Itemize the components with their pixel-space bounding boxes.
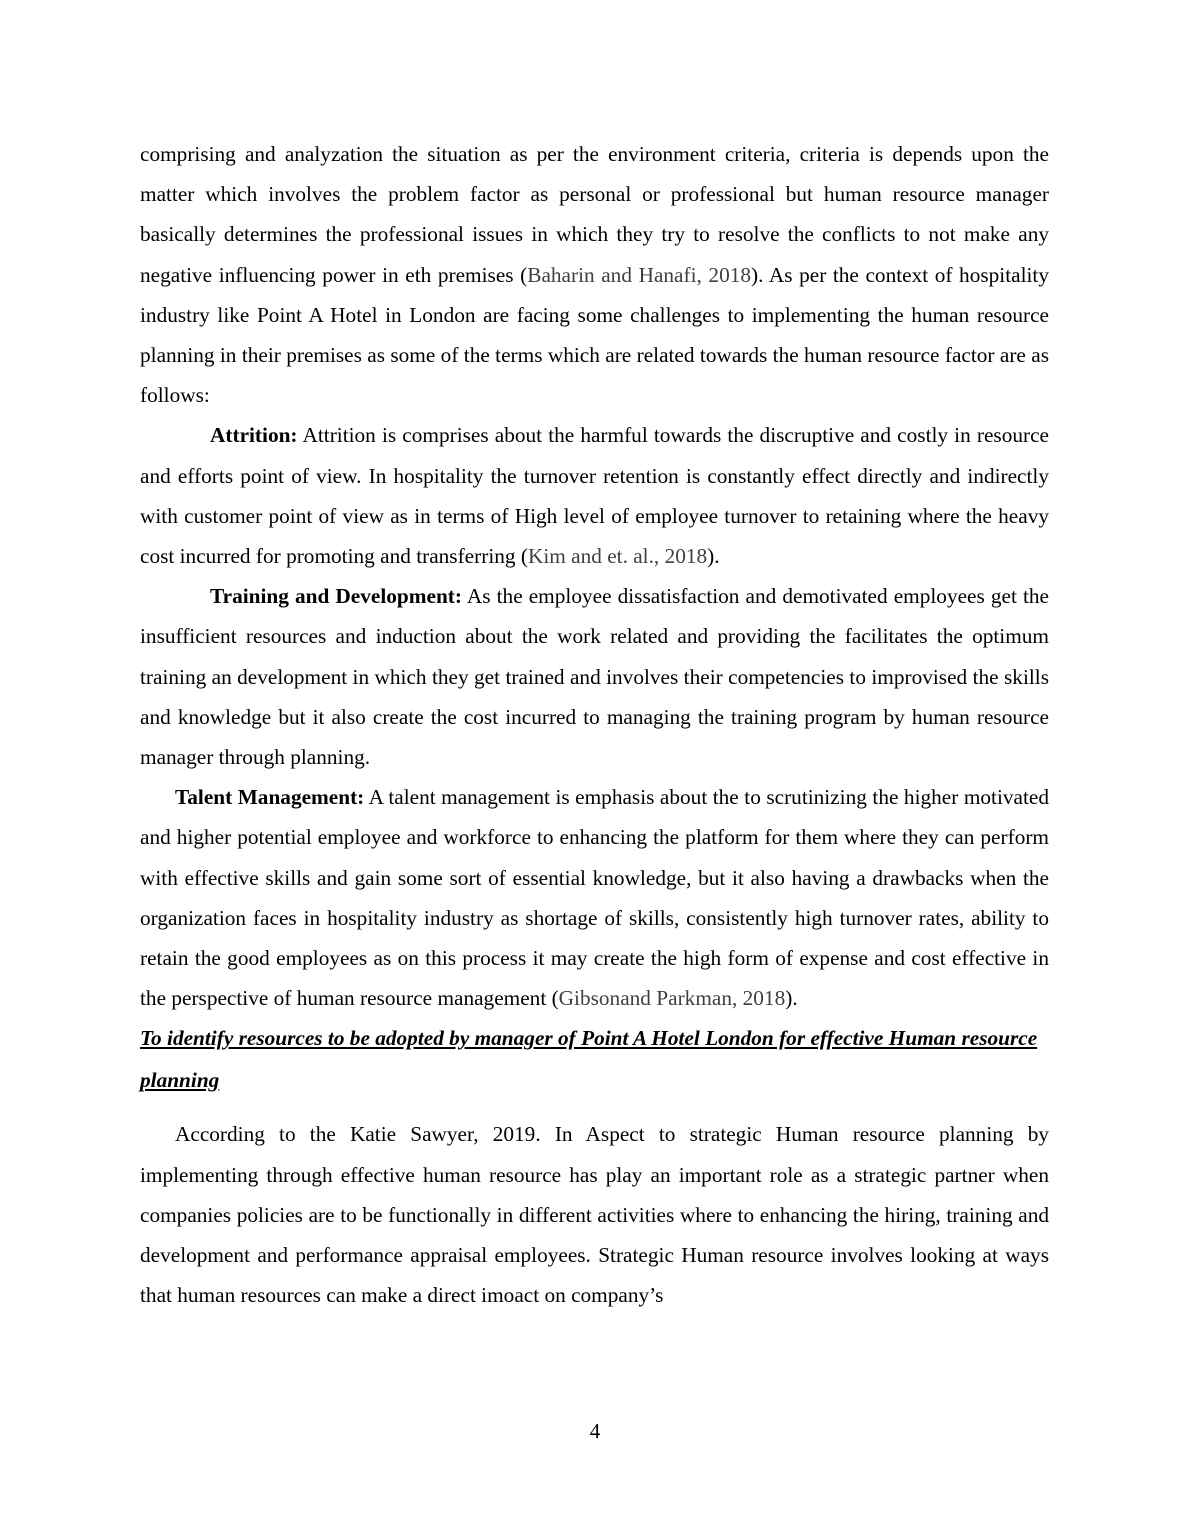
intro-text-a: comprising and analyzation the situation as per the environment criteria, criteria is depends upon the matter which involves the problem factor as personal or professional but human resource manager basically determines the professional issues in which they try to resolve the conflicts to not make any negative influencing power in eth premises ( [140, 142, 1049, 287]
attrition-paragraph [140, 415, 1049, 576]
attrition-label: Attrition: [210, 423, 298, 448]
training-paragraph [140, 576, 1049, 777]
citation-gibson: Gibsonand Parkman, 2018 [558, 986, 786, 1011]
training-text: As the employee dissatisfaction and demotivated employees get the insufficient resources and induction about the work related and providing the facilitates the optimum training an development in which they get trained and involves their competencies to improvised the skills and knowledge but it also create the cost incurred to managing the training program by human resource manager through planning. [140, 584, 1049, 770]
intro-paragraph [140, 134, 1049, 415]
section-heading: To identify resources to be adopted by manager of Point A Hotel London for effective Human resource planning [140, 1026, 1038, 1092]
talent-label: Talent Management: [175, 785, 365, 810]
final-paragraph: According to the Katie Sawyer, 2019. In Aspect to strategic Human resource planning by implementing through effective human resource has play an important role as a strategic partner when companies policies are to be functionally in different activities where to enhancing the hiring, training and development and performance appraisal employees. Strategic Human resource involves looking at ways that human resources can make a direct imoact on company’s [140, 1122, 1049, 1308]
training-label: Training and Development: [210, 584, 462, 609]
intro-text-b: ). As per the context of hospitality industry like Point A Hotel in London are facing some challenges to implementing the human resource planning in their premises as some of the terms which are related towards the human resource factor are as follows: [140, 262, 1049, 408]
talent-paragraph [140, 777, 1049, 1018]
citation-kim: Kim and et. al., 2018 [527, 544, 708, 569]
talent-text-a: A talent management is emphasis about the to scrutinizing the higher motivated and higher potential employee and workforce to enhancing the platform for them where they can perform with effective skills and gain some sort of essential knowledge, but it also having a drawbacks when the organization faces in hospitality industry as shortage of skills, consistently high turnover rates, ability to retain the good employees as on this process it may create the high form of expense and cost effective in the perspective of human resource management ( [140, 785, 1050, 1011]
attrition-text-a: Attrition is comprises about the harmful towards the discruptive and costly in resource and efforts point of view. In hospitality the turnover retention is constantly effect directly and indirectly with customer point of view as in terms of High level of employee turnover to retaining where the heavy cost incurred for promoting and transferring ( [140, 423, 1049, 569]
document-page [140, 134, 1049, 1315]
citation-baharin: Baharin and Hanafi, 2018 [527, 262, 752, 287]
talent-text-b: ). [785, 986, 798, 1011]
attrition-text-b: ). [707, 544, 720, 569]
page-number: 4 [589, 1419, 601, 1443]
